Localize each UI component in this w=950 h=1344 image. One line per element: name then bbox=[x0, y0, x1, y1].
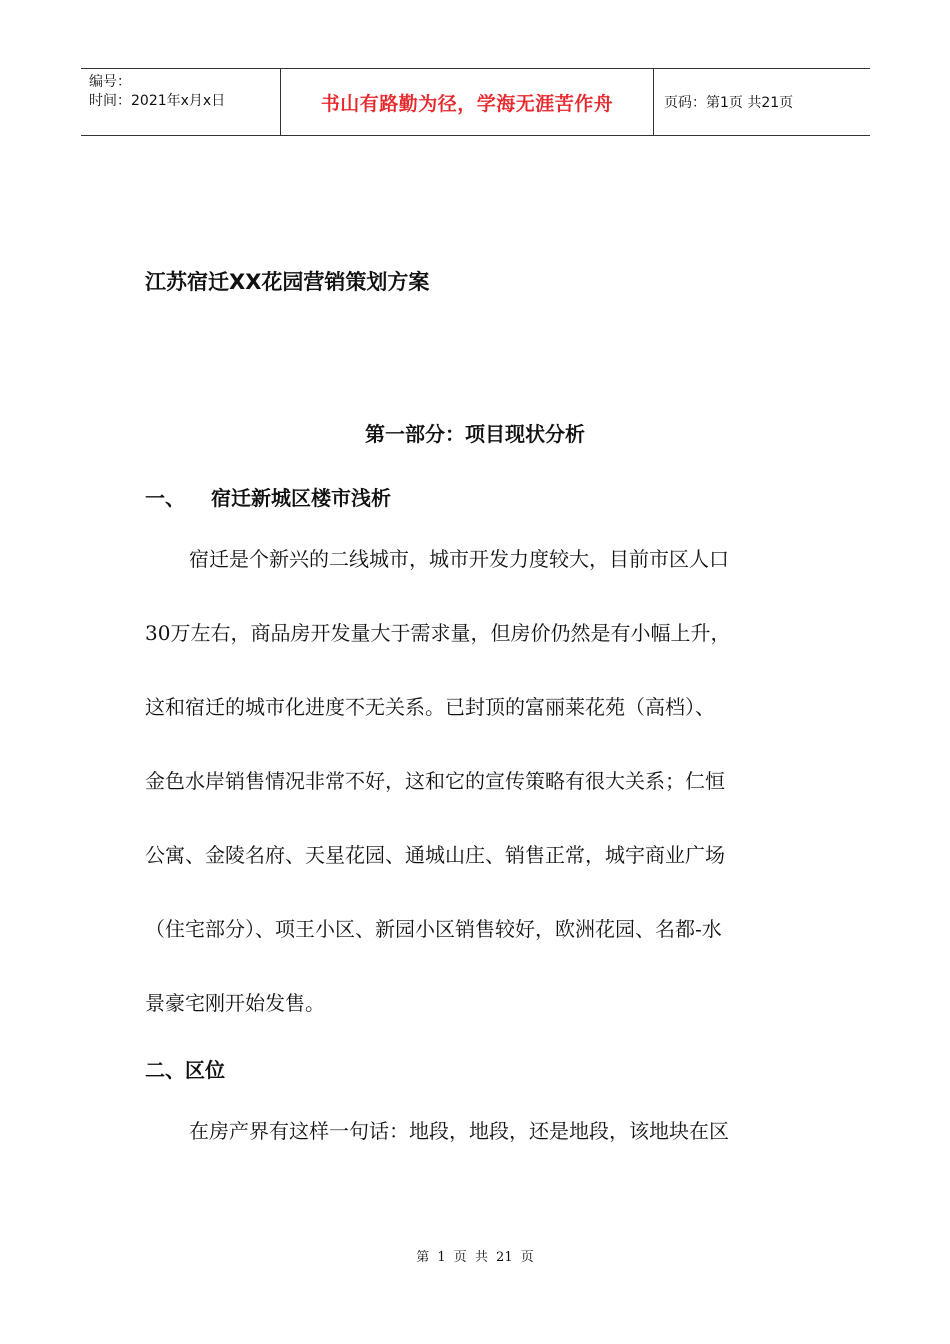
paragraph-line: 在房产界有这样一句话：地段，地段，还是地段，该地块在区 bbox=[189, 1119, 729, 1143]
section-heading-1 bbox=[145, 482, 391, 511]
paragraph-line: 这和宿迁的城市化进度不无关系。已封顶的富丽莱花苑（高档）、 bbox=[145, 695, 715, 719]
section-2-paragraph bbox=[145, 1116, 810, 1190]
time-label: 时间：2021年x月x日 bbox=[89, 93, 226, 109]
paragraph-line: 公寓、金陵名府、天星花园、通城山庄、销售正常，城宇商业广场 bbox=[145, 843, 725, 867]
paragraph-line: 景豪宅刚开始发售。 bbox=[145, 991, 325, 1015]
section-title: 宿迁新城区楼市浅析 bbox=[211, 486, 391, 510]
page-footer: 第 1 页 共 21 页 bbox=[416, 1250, 534, 1265]
section-heading-2: 二、区位 bbox=[145, 1058, 225, 1082]
paragraph-line: 宿迁是个新兴的二线城市，城市开发力度较大，目前市区人口 bbox=[189, 547, 729, 571]
header-motto: 书山有路勤为径，学海无涯苦作舟 bbox=[281, 69, 654, 135]
part-heading: 第一部分：项目现状分析 bbox=[365, 422, 585, 446]
paragraph-line: （住宅部分）、项王小区、新园小区销售较好，欧洲花园、名都-水 bbox=[145, 917, 722, 941]
paragraph-line: 金色水岸销售情况非常不好，这和它的宣传策略有很大关系；仁恒 bbox=[145, 769, 725, 793]
section-1-paragraph bbox=[145, 544, 810, 1062]
paragraph-line: 30万左右，商品房开发量大于需求量，但房价仍然是有小幅上升， bbox=[145, 621, 731, 645]
section-number: 一、 bbox=[145, 486, 185, 510]
number-label: 编号： bbox=[89, 74, 131, 90]
header-table bbox=[81, 68, 870, 136]
document-title: 江苏宿迁XX花园营销策划方案 bbox=[145, 270, 430, 294]
header-page-info: 页码：第1页 共21页 bbox=[664, 95, 794, 111]
header-meta-cell bbox=[81, 69, 281, 135]
